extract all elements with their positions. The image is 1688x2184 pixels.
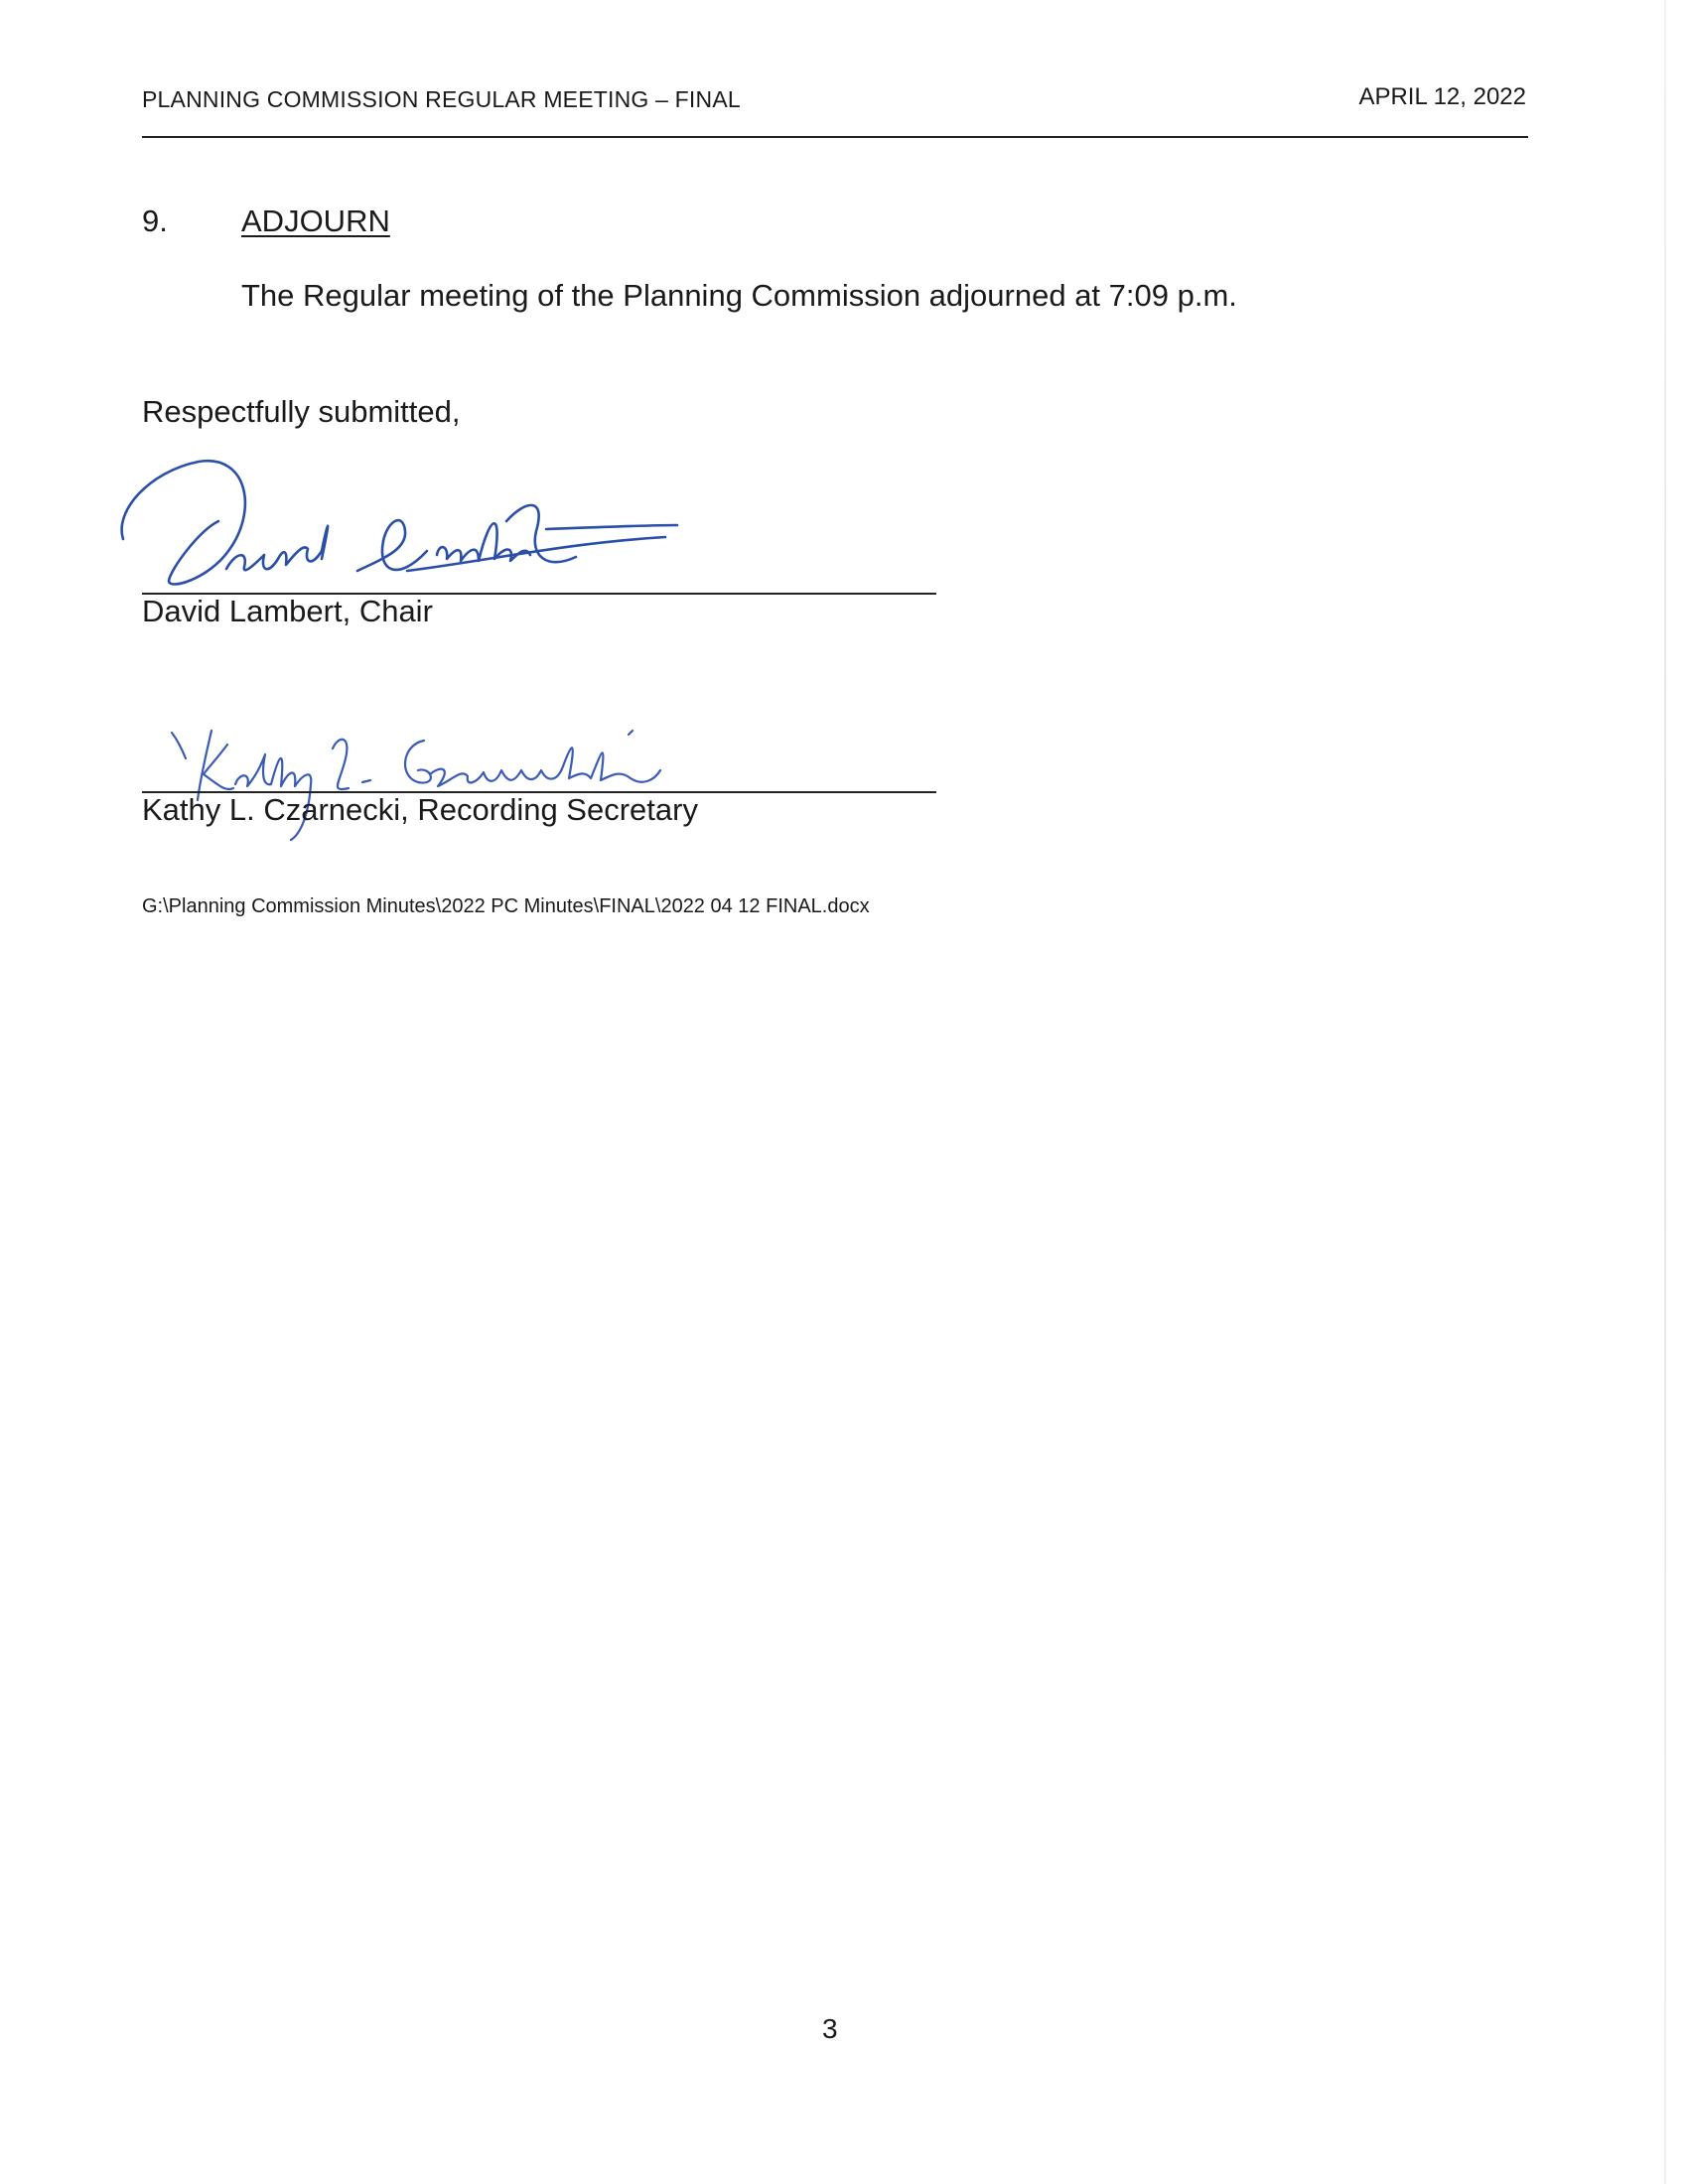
section-title: ADJOURN bbox=[241, 204, 390, 238]
scan-edge bbox=[1664, 0, 1666, 2184]
file-path: G:\Planning Commission Minutes\2022 PC Minutes\FINAL\2022 04 12 FINAL.docx bbox=[142, 895, 870, 917]
header-date: APRIL 12, 2022 bbox=[1358, 83, 1526, 110]
chair-signature bbox=[109, 452, 685, 601]
section-body: The Regular meeting of the Planning Commission adjourned at 7:09 p.m. bbox=[241, 278, 1237, 313]
section-number: 9. bbox=[142, 204, 168, 238]
chair-printed-name: David Lambert, Chair bbox=[142, 594, 433, 628]
closing-text: Respectfully submitted, bbox=[142, 394, 461, 429]
header-title: PLANNING COMMISSION REGULAR MEETING – FINAL bbox=[142, 86, 741, 112]
page-number: 3 bbox=[822, 2013, 838, 2044]
secretary-printed-name: Kathy L. Czarnecki, Recording Secretary bbox=[142, 792, 698, 827]
header-divider bbox=[142, 136, 1528, 138]
